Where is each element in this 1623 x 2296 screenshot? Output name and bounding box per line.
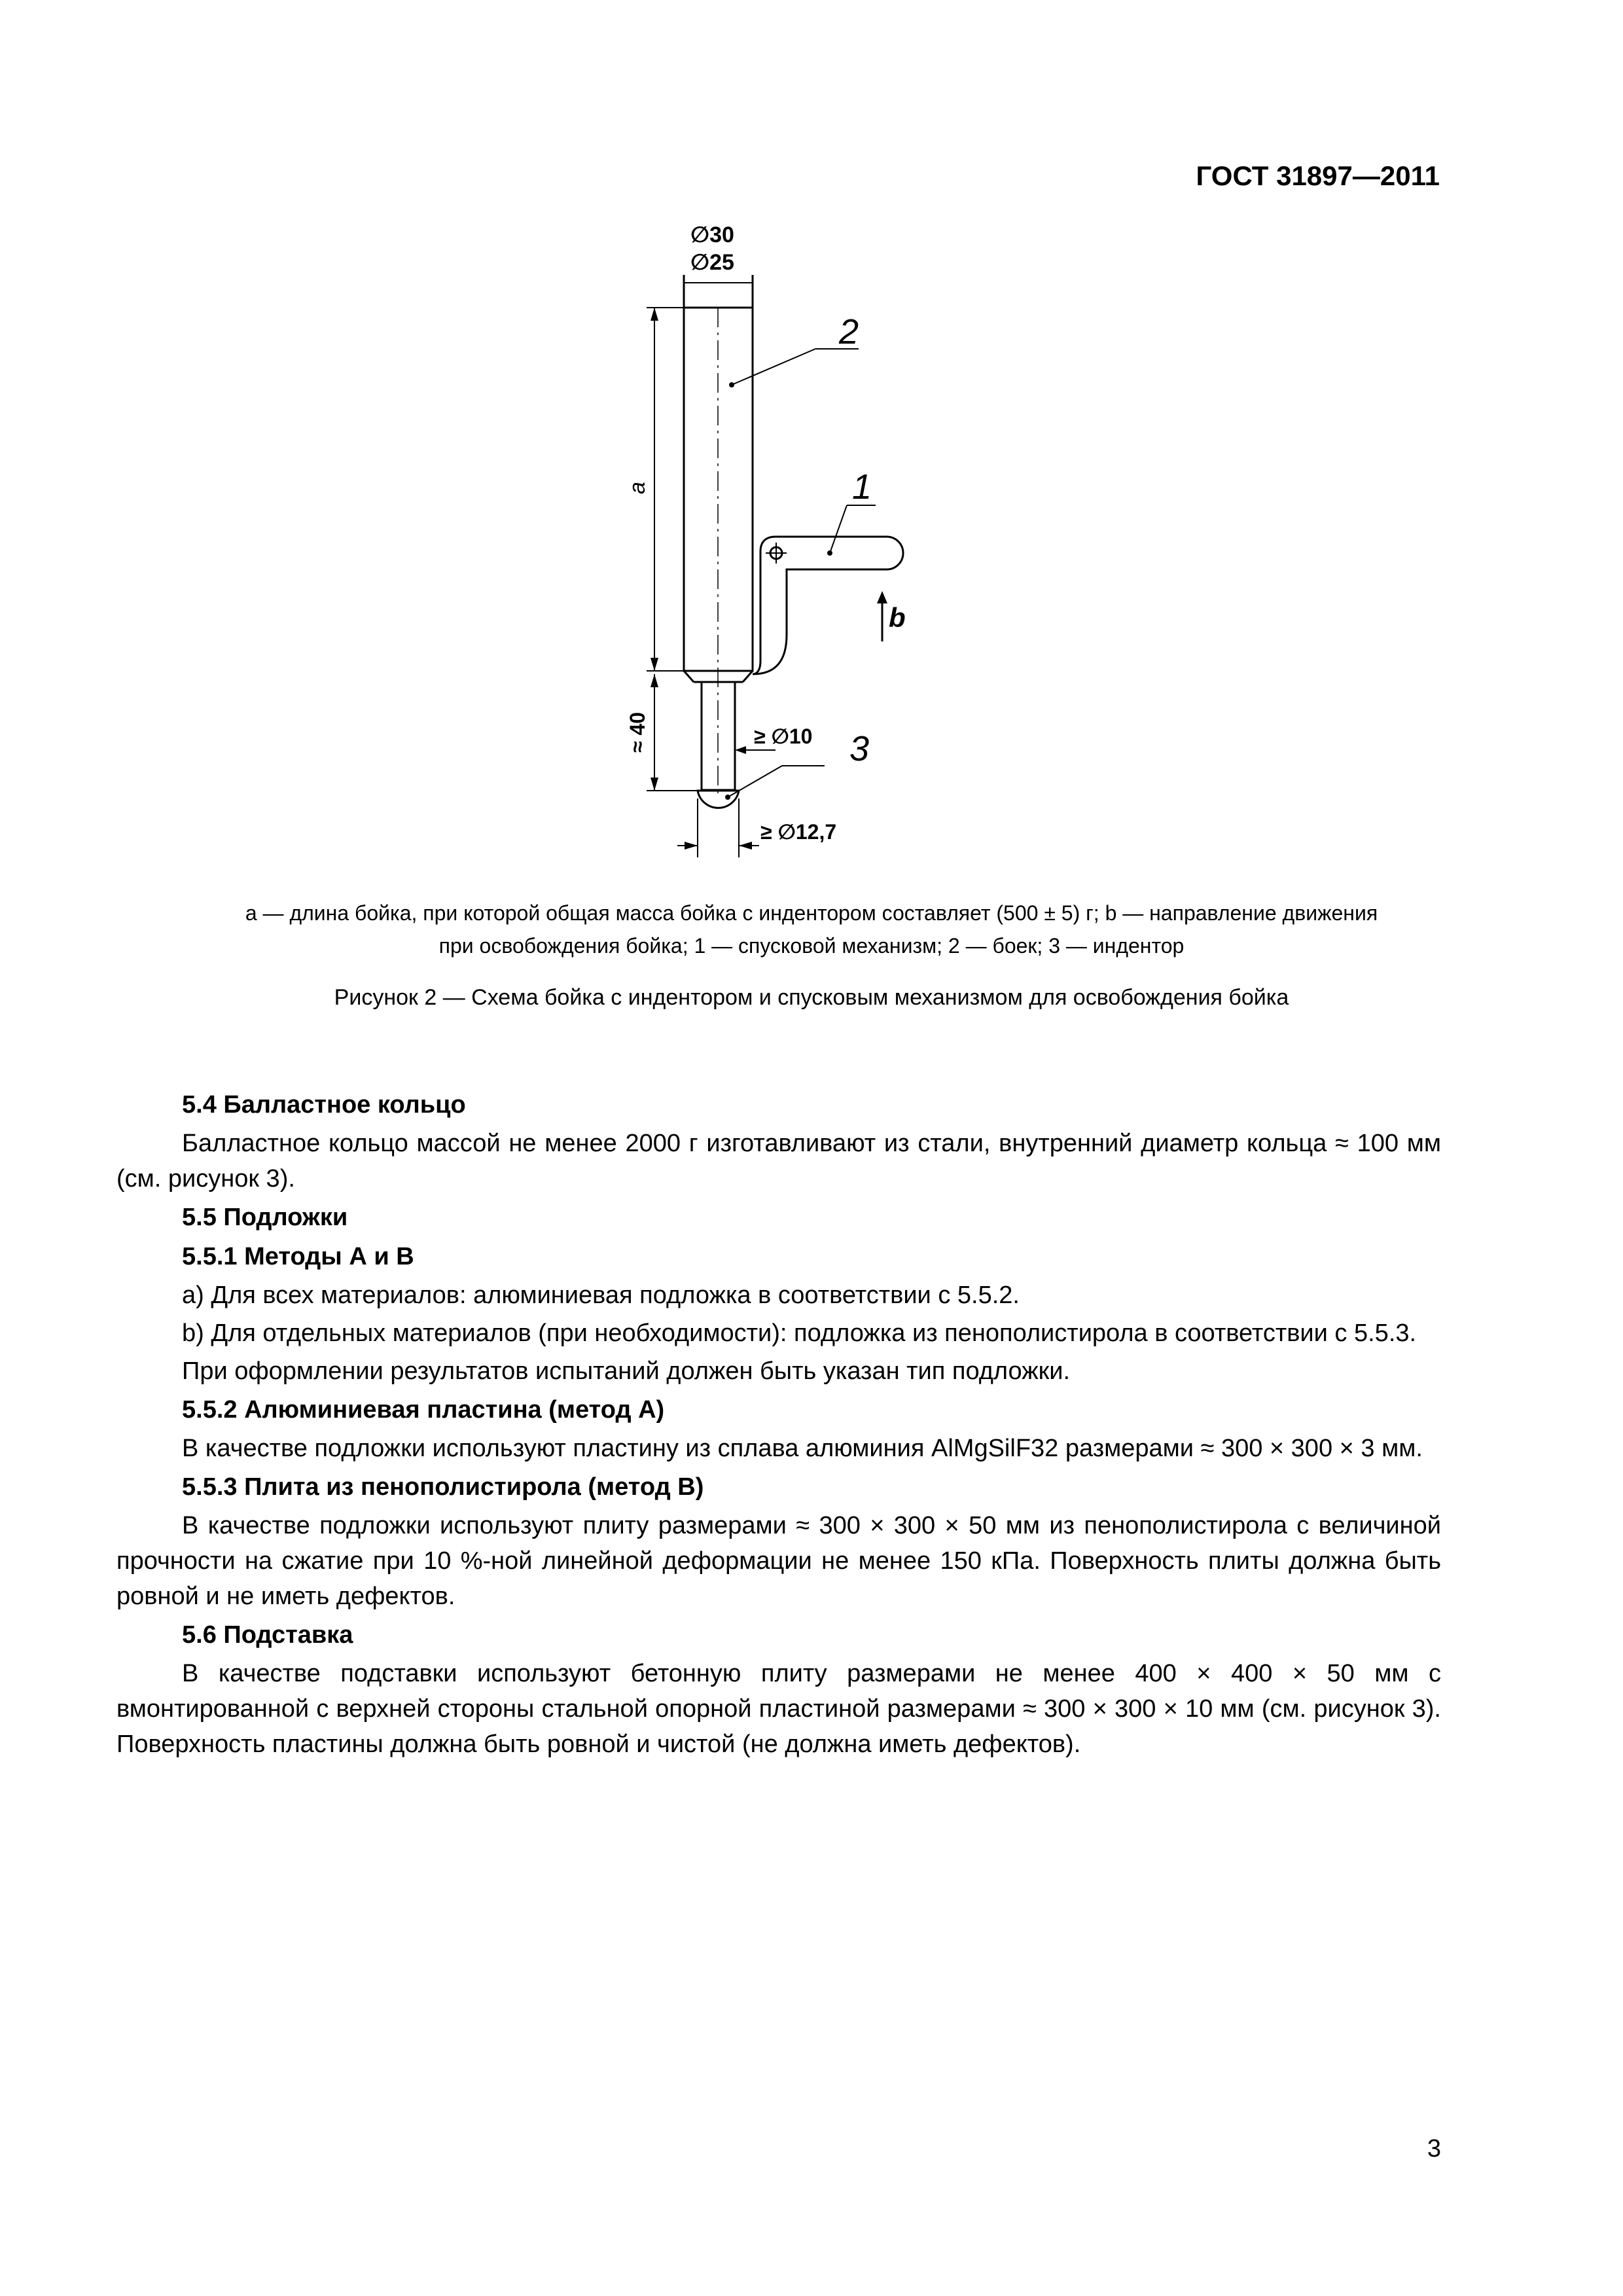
label-a: a [625, 482, 650, 494]
figure-legend [131, 897, 1492, 962]
striker-drawing [589, 216, 955, 870]
section-5-5-1-item-b: b) Для отдельных материалов (при необходимости): подложка из пенополистирола в соответствии с 5.5.3. [182, 1319, 1417, 1347]
section-5-4-title: 5.4 Балластное кольцо [182, 1091, 466, 1119]
document-body [116, 1086, 1441, 1765]
page-number: 3 [1427, 2135, 1441, 2162]
release-mechanism [753, 537, 903, 674]
label-d25: ∅25 [690, 250, 734, 275]
section-5-5-title: 5.5 Подложки [182, 1204, 348, 1231]
section-5-6-paragraph: В качестве подставки используют бетонную плиту размерами не менее 400 × 400 × 50 мм с вмонтированной с верхней стороны стальной опорной пластиной размерами ≈ 300 × 300 × 10 мм (см. рисунок 3). Поверхность пластины должна быть ровной и чистой (не должна иметь дефектов). [116, 1660, 1441, 1758]
label-d30: ∅30 [690, 223, 734, 247]
label-ge-d12-7: ≥ ∅12,7 [760, 820, 837, 844]
document-code: ГОСТ 31897—2011 [1196, 160, 1440, 191]
figure-caption: Рисунок 2 — Схема бойка с индентором и спусковым механизмом для освобождения бойка [334, 985, 1289, 1010]
section-5-5-1-paragraph: При оформлении результатов испытаний должен быть указан тип подложки. [182, 1357, 1071, 1385]
section-5-5-2-paragraph: В качестве подложки используют пластину из сплава алюминия AlMgSilF32 размерами ≈ 300 × 300 × 3 мм. [182, 1435, 1423, 1462]
section-5-5-1-item-a: a) Для всех материалов: алюминиевая подложка в соответствии с 5.5.2. [182, 1282, 1020, 1309]
label-part-2: 2 [839, 312, 859, 351]
section-5-6-title: 5.6 Подставка [182, 1621, 353, 1649]
label-approx-40: ≈ 40 [626, 711, 649, 753]
section-5-5-1-title: 5.5.1 Методы А и В [182, 1243, 414, 1270]
label-b: b [889, 602, 906, 633]
section-5-5-2-title: 5.5.2 Алюминиевая пластина (метод А) [182, 1396, 665, 1424]
legend-line-1: a — длина бойка, при которой общая масса бойка с индентором составляет (500 ± 5) г; b — направление движения [245, 901, 1378, 925]
figure-striker-diagram [589, 216, 955, 870]
legend-line-2: при освобождения бойка; 1 — спусковой механизм; 2 — боек; 3 — индентор [438, 934, 1185, 958]
section-5-5-3-paragraph: В качестве подложки используют плиту размерами ≈ 300 × 300 × 50 мм из пенополистирола с величиной прочности на сжатие при 10 %-ной линейной деформации не менее 150 кПа. Поверхность плиты должна быть ровной и не иметь дефектов. [116, 1512, 1441, 1610]
label-part-1: 1 [852, 467, 872, 507]
section-5-5-3-title: 5.5.3 Плита из пенополистирола (метод В) [182, 1473, 704, 1501]
section-5-4-paragraph: Балластное кольцо массой не менее 2000 г изготавливают из стали, внутренний диаметр кольца ≈ 100 мм (см. рисунок 3). [116, 1130, 1441, 1193]
label-part-3: 3 [849, 729, 870, 768]
label-ge-d10: ≥ ∅10 [754, 725, 813, 748]
